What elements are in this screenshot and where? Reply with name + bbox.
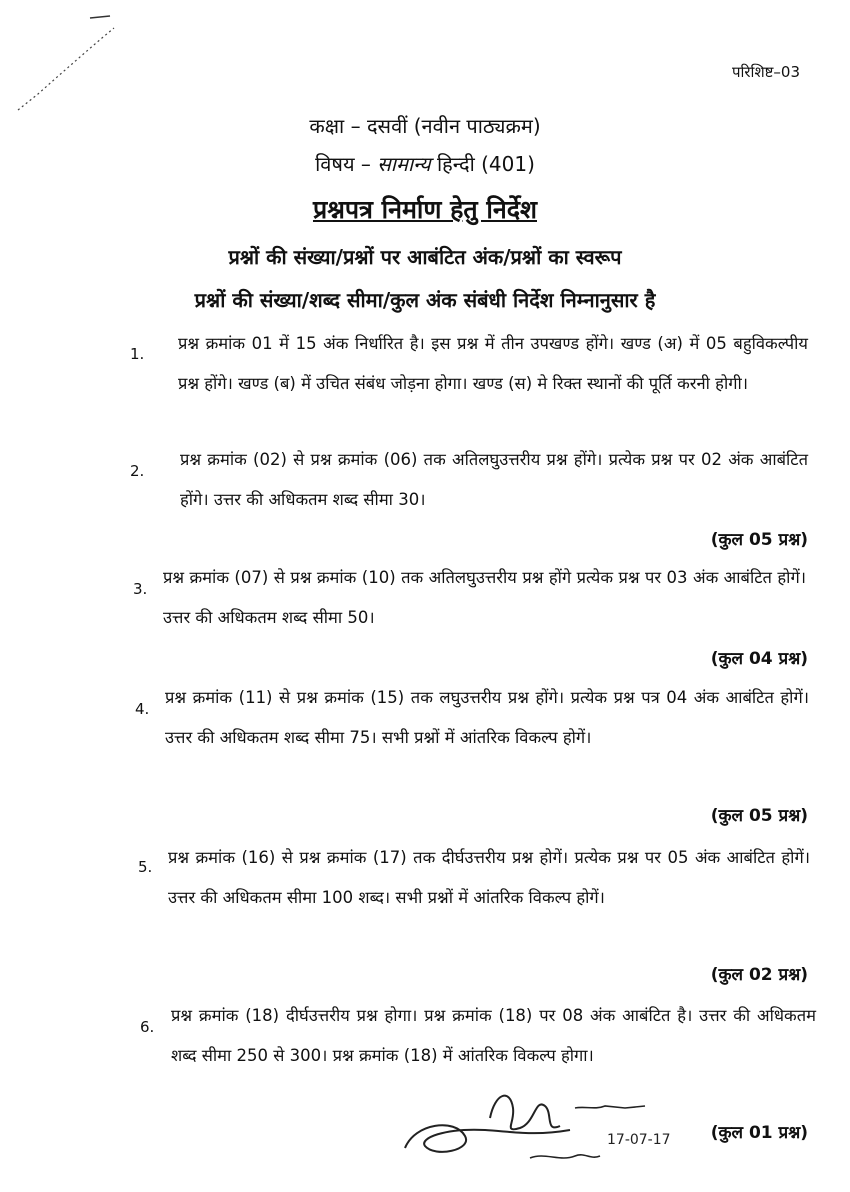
item-total: (कुल 01 प्रश्न)	[710, 1123, 808, 1143]
item-text: प्रश्न क्रमांक (07) से प्रश्न क्रमांक (10) तक अतिलघुउत्तरीय प्रश्न होंगे प्रत्येक प्रश्न पर 03 अंक आबंटित होगें। उत्तर की अधिकतम शब्द सीमा 50।	[163, 568, 806, 627]
subject-line	[0, 150, 850, 177]
item-text: प्रश्न क्रमांक 01 में 15 अंक निर्धारित है। इस प्रश्न में तीन उपखण्ड होंगे। खण्ड (अ) में 05 बहुविकल्पीय प्रश्न होंगे। खण्ड (ब) में उचित संबंध जोड़ना होगा। खण्ड (स) मे रिक्त स्थानों की पूर्ति करनी होगी।	[178, 334, 808, 393]
item-number: 2.	[130, 462, 145, 480]
item-number: 6.	[140, 1018, 155, 1036]
subtitle-line-1: प्रश्नों की संख्या/प्रश्नों पर आबंटित अंक/प्रश्नों का स्वरूप	[228, 245, 622, 269]
item-number: 4.	[135, 700, 150, 718]
subject-prefix: विषय –	[315, 152, 371, 176]
subject-suffix: हिन्दी (401)	[436, 152, 535, 176]
item-text: प्रश्न क्रमांक (02) से प्रश्न क्रमांक (06) तक अतिलघुउत्तरीय प्रश्न होंगे। प्रत्येक प्रश्न पर 02 अंक आबंटित होंगे। उत्तर की अधिकतम शब्द सीमा 30।	[180, 450, 808, 509]
item-number: 1.	[130, 345, 145, 363]
page-title-text: प्रश्नपत्र निर्माण हेतु निर्देश	[312, 195, 537, 224]
item-total: (कुल 02 प्रश्न)	[710, 965, 808, 985]
signature-date: 17-07-17	[607, 1132, 671, 1148]
corner-scribble-mark	[10, 10, 120, 120]
subtitle-line-2: प्रश्नों की संख्या/शब्द सीमा/कुल अंक संबंधी निर्देश निम्नानुसार है	[194, 288, 656, 312]
page-title	[0, 192, 850, 226]
item-total: (कुल 05 प्रश्न)	[710, 806, 808, 826]
item-text: प्रश्न क्रमांक (18) दीर्घउत्तरीय प्रश्न होगा। प्रश्न क्रमांक (18) पर 08 अंक आबंटित है। उत्तर की अधिकतम शब्द सीमा 250 से 300। प्रश्न क्रमांक (18) में आंतरिक विकल्प होगा।	[171, 1006, 816, 1065]
handwritten-signature	[395, 1078, 685, 1188]
annex-label: परिशिष्ट–03	[732, 63, 800, 81]
item-number: 5.	[138, 858, 153, 876]
item-text: प्रश्न क्रमांक (16) से प्रश्न क्रमांक (17) तक दीर्घउत्तरीय प्रश्न होगें। प्रत्येक प्रश्न पर 05 अंक आबंटित होगें। उत्तर की अधिकतम सीमा 100 शब्द। सभी प्रश्नों में आंतरिक विकल्प होगें।	[168, 848, 810, 907]
class-line: कक्षा – दसवीं (नवीन पाठ्यक्रम)	[309, 114, 541, 138]
item-total: (कुल 04 प्रश्न)	[710, 649, 808, 669]
item-total: (कुल 05 प्रश्न)	[710, 530, 808, 550]
subject-handwritten: सामान्य	[377, 152, 431, 176]
item-text: प्रश्न क्रमांक (11) से प्रश्न क्रमांक (15) तक लघुउत्तरीय प्रश्न होंगे। प्रत्येक प्रश्न पत्र 04 अंक आबंटित होगें। उत्तर की अधिकतम शब्द सीमा 75। सभी प्रश्नों में आंतरिक विकल्प होगें।	[165, 688, 809, 747]
item-number: 3.	[133, 580, 148, 598]
